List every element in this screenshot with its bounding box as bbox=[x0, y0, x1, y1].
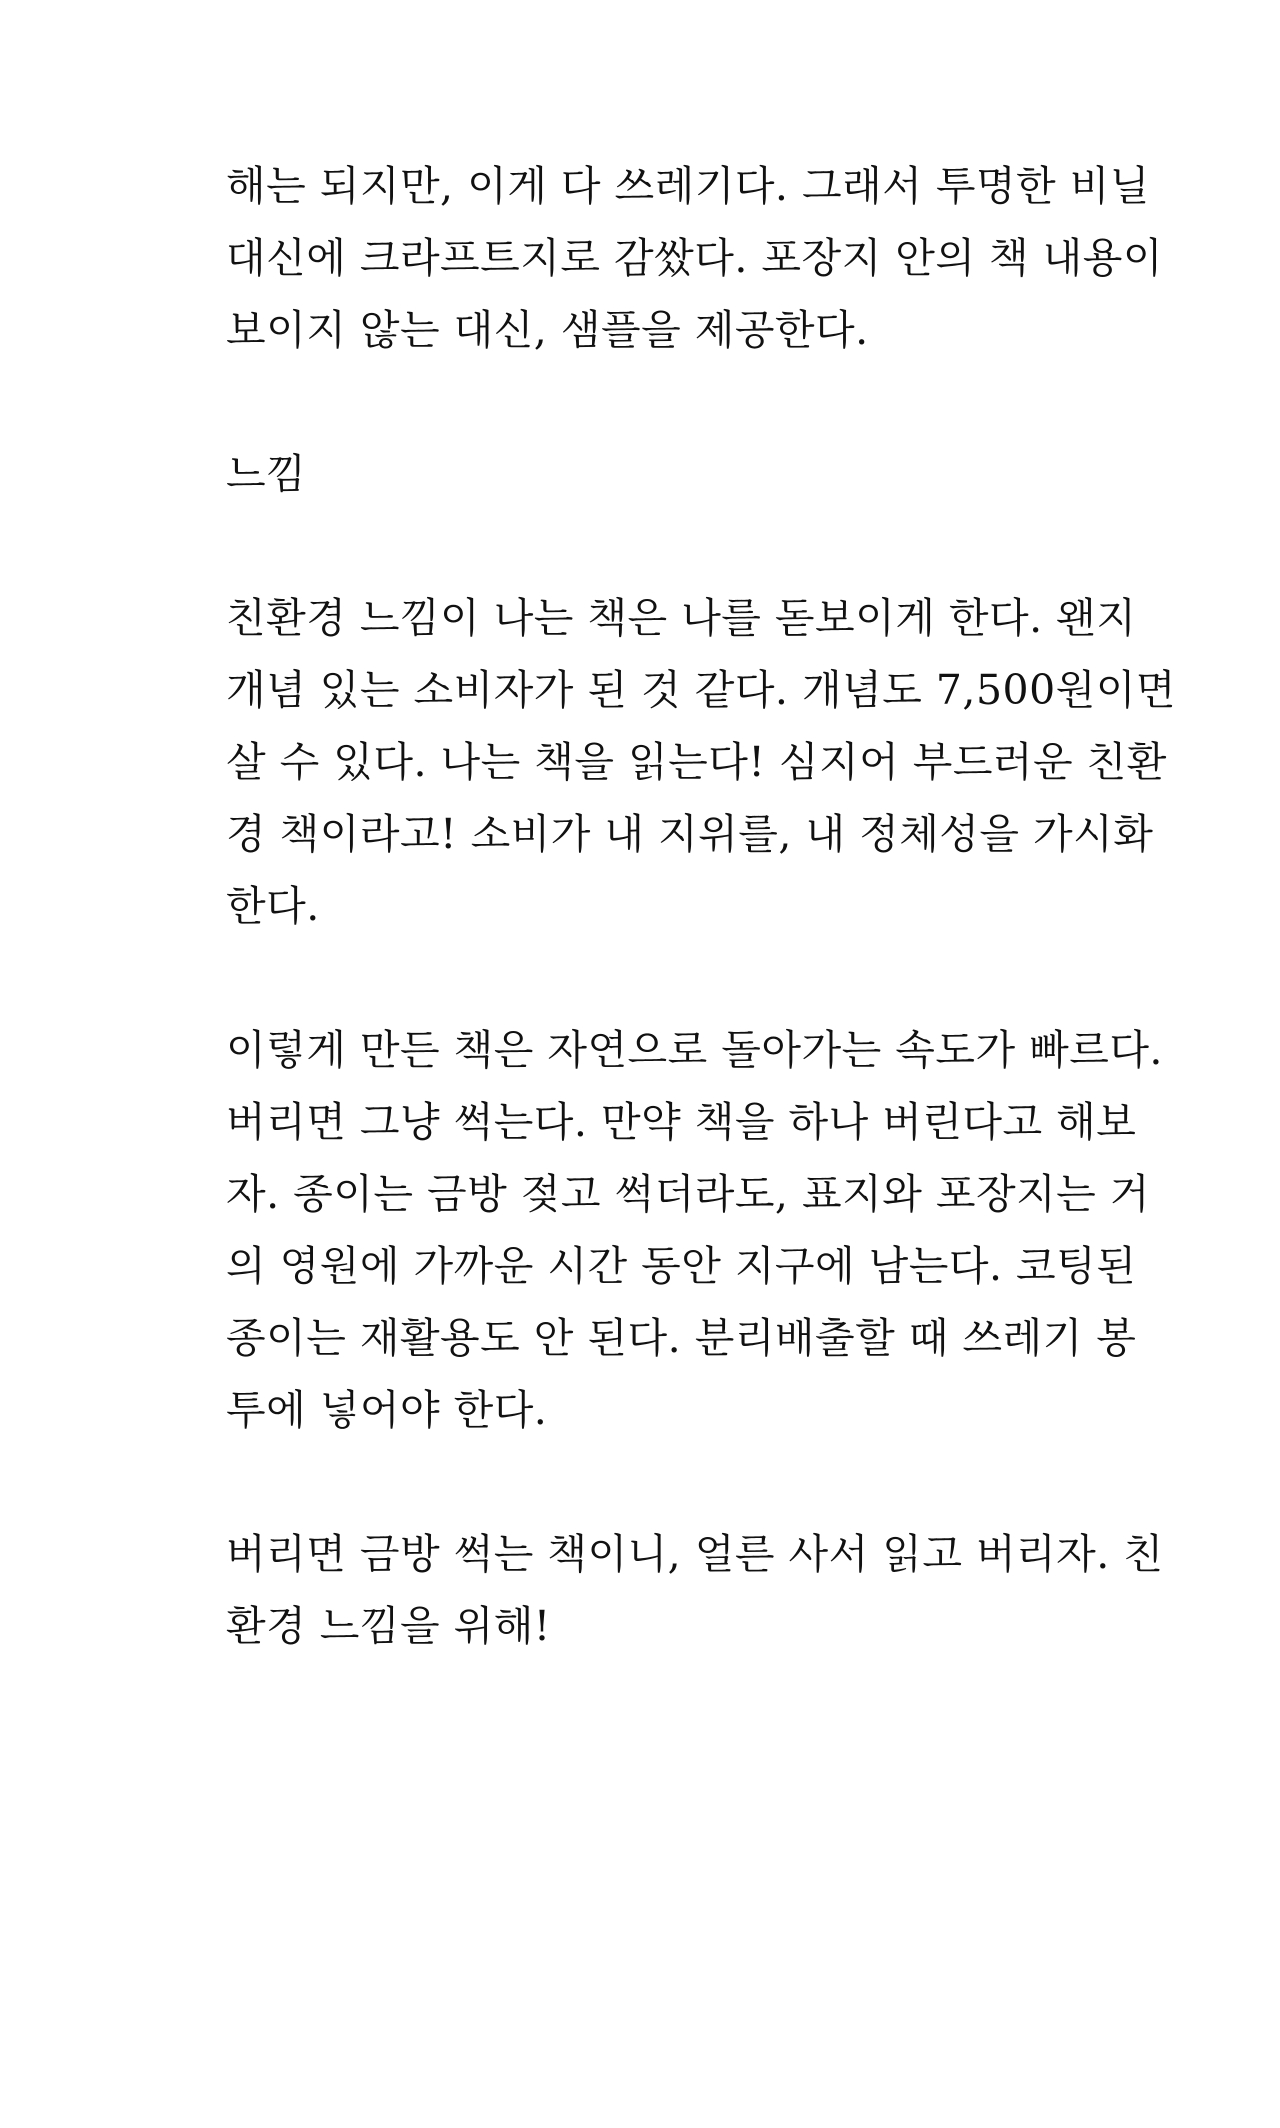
text-line: 살 수 있다. 나는 책을 읽는다! 심지어 부드러운 친환 bbox=[226, 738, 1167, 786]
text-line: 이렇게 만든 책은 자연으로 돌아가는 속도가 빠르다. bbox=[226, 1026, 1163, 1074]
text-line: 보이지 않는 대신, 샘플을 제공한다. bbox=[226, 306, 869, 354]
text-line: 버리면 그냥 썩는다. 만약 책을 하나 버린다고 해보 bbox=[226, 1098, 1137, 1146]
paragraph-spacer bbox=[226, 1446, 1110, 1518]
paragraph-spacer bbox=[226, 942, 1110, 1014]
text-line: 종이는 재활용도 안 된다. 분리배출할 때 쓰레기 봉 bbox=[226, 1314, 1137, 1362]
paragraph-eco-feeling bbox=[226, 582, 1177, 942]
paragraph-spacer bbox=[226, 366, 1110, 438]
text-line: 버리면 금방 썩는 책이니, 얼른 사서 읽고 버리자. 친 bbox=[226, 1530, 1164, 1578]
text-line: 한다. bbox=[226, 882, 320, 930]
section-heading: 느낌 bbox=[226, 450, 307, 498]
text-line: 해는 되지만, 이게 다 쓰레기다. 그래서 투명한 비닐 bbox=[226, 162, 1150, 210]
paragraph-decomposition bbox=[226, 1014, 1163, 1446]
text-line: 개념 있는 소비자가 된 것 같다. 개념도 7,500원이면 bbox=[226, 666, 1177, 714]
text-line: 자. 종이는 금방 젖고 썩더라도, 표지와 포장지는 거 bbox=[226, 1170, 1150, 1218]
text-line: 친환경 느낌이 나는 책은 나를 돋보이게 한다. 왠지 bbox=[226, 594, 1137, 642]
paragraph-packaging bbox=[226, 150, 1163, 366]
text-line: 환경 느낌을 위해! bbox=[226, 1602, 551, 1650]
document-body bbox=[226, 150, 1177, 1662]
text-line: 대신에 크라프트지로 감쌌다. 포장지 안의 책 내용이 bbox=[226, 234, 1163, 282]
text-line: 경 책이라고! 소비가 내 지위를, 내 정체성을 가시화 bbox=[226, 810, 1154, 858]
paragraph-spacer bbox=[226, 510, 1110, 582]
text-line: 투에 넣어야 한다. bbox=[226, 1386, 548, 1434]
text-line: 의 영원에 가까운 시간 동안 지구에 남는다. 코팅된 bbox=[226, 1242, 1137, 1290]
paragraph-conclusion bbox=[226, 1518, 1164, 1662]
